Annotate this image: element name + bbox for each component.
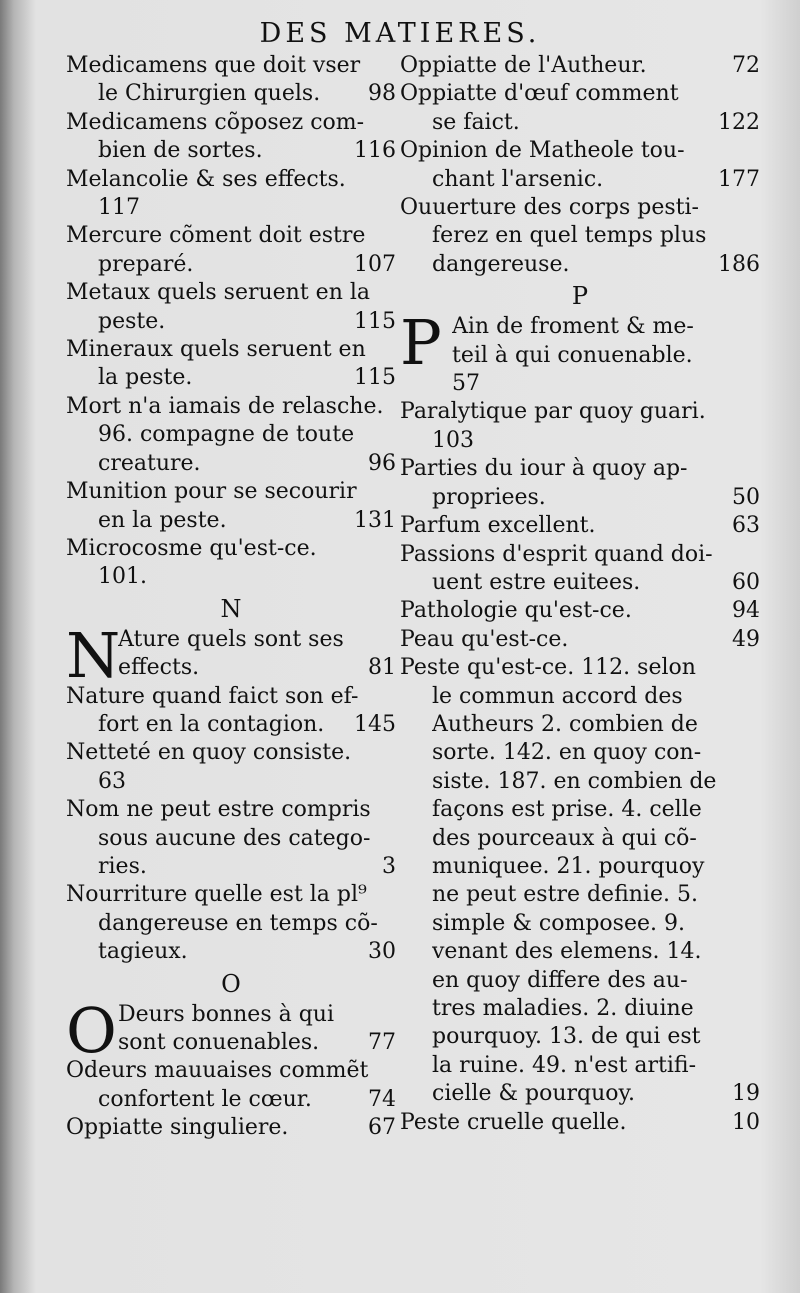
entry-text: Peste cruelle quelle.	[400, 1109, 627, 1135]
entry-text: en la peste.	[98, 507, 227, 533]
index-entry	[66, 52, 396, 109]
entry-text: Mineraux quels seruent en	[66, 337, 366, 363]
index-entry	[66, 166, 396, 223]
entry-text: Passions d'esprit quand doi-	[400, 541, 713, 567]
entry-text: Deurs bonnes à qui	[118, 1001, 334, 1027]
entry-text: ne peut estre definie. 5.	[432, 882, 698, 908]
entry-text: Odeurs mauuaises commẽt	[66, 1058, 369, 1084]
entry-text: Oppiatte singuliere.	[66, 1115, 289, 1141]
entry-text: Parties du iour à quoy ap-	[400, 456, 688, 482]
index-entry	[400, 194, 760, 279]
entry-text: bien de sortes.	[98, 138, 263, 164]
page-reference: 19	[732, 1081, 760, 1107]
entry-text: Netteté en quoy consiste.	[66, 740, 352, 766]
page-reference: 63	[732, 513, 760, 539]
index-entry	[66, 336, 396, 393]
entry-text: sous aucune des catego-	[98, 825, 371, 851]
entry-text: Oppiatte d'œuf comment	[400, 81, 679, 107]
entry-text: Parfum excellent.	[400, 513, 596, 539]
entry-text: sont conuenables.	[118, 1030, 320, 1055]
page-reference: 107	[354, 251, 396, 277]
drop-cap-initial: N	[66, 618, 121, 692]
entry-text: preparé.	[98, 251, 194, 277]
entry-text: ries.	[98, 853, 147, 879]
index-entry	[400, 52, 760, 80]
index-entry	[66, 739, 396, 796]
page-reference: 50	[732, 484, 760, 510]
entry-text: confortent le cœur.	[98, 1086, 312, 1112]
entry-text: la peste.	[98, 365, 193, 391]
entry-text: Opinion de Matheole tou-	[400, 138, 685, 164]
index-entry	[400, 541, 760, 598]
entry-text: 103	[432, 427, 474, 453]
entry-text: la ruine. 49. n'est artifi-	[432, 1052, 696, 1078]
section-letter: O	[221, 969, 241, 998]
page-reference: 98	[368, 81, 396, 107]
entry-text: effects.	[118, 655, 200, 681]
entry-text: Melancolie & ses effects.	[66, 166, 346, 192]
page-reference: 10	[732, 1109, 760, 1135]
entry-text: ferez en quel temps plus	[432, 223, 707, 249]
page-reference: 3	[382, 853, 396, 879]
page-reference: 30	[368, 939, 396, 965]
entry-text: Nom ne peut estre compris	[66, 797, 371, 823]
entry-text: tagieux.	[98, 939, 188, 965]
entry-text: tres maladies. 2. diuine	[432, 996, 694, 1021]
page-reference: 96	[368, 450, 396, 476]
entry-text: Paralytique par quoy guari.	[400, 399, 706, 425]
entry-text: le commun accord des	[432, 683, 683, 709]
entry-text: propriees.	[432, 484, 546, 510]
index-entry	[66, 1114, 396, 1142]
index-entry	[66, 279, 396, 336]
page-reference: 115	[354, 308, 396, 334]
entry-text: Ain de froment & me-	[452, 314, 694, 340]
index-entry	[66, 618, 396, 692]
page-reference: 131	[354, 507, 396, 533]
entry-text: Metaux quels seruent en la	[66, 280, 371, 306]
page-reference: 115	[354, 365, 396, 391]
section-letter: P	[571, 282, 589, 311]
entry-text: Microcosme qu'est-ce.	[66, 535, 317, 561]
entry-text: Munition pour se secourir	[66, 479, 357, 505]
index-entry	[66, 796, 396, 881]
page-reference: 122	[718, 109, 760, 135]
entry-text: Ouuerture des corps pesti-	[400, 195, 699, 221]
page-reference: 177	[718, 166, 760, 192]
entry-text: Medicamens cõposez com-	[66, 109, 365, 135]
entry-text: sorte. 142. en quoy con-	[432, 740, 702, 766]
index-entry	[66, 222, 396, 279]
entry-text: façons est prise. 4. celle	[432, 797, 702, 823]
entry-text: chant l'arsenic.	[432, 166, 604, 192]
entry-text: en quoy differe des au-	[432, 967, 688, 993]
entry-text: Ature quels sont ses	[118, 626, 344, 652]
page-reference: 116	[354, 138, 396, 164]
index-entry	[400, 626, 760, 654]
entry-text: peste.	[98, 308, 166, 334]
page-reference: 60	[732, 569, 760, 595]
entry-text: dangereuse en temps cõ-	[98, 910, 378, 936]
page-reference: 74	[368, 1086, 396, 1112]
entry-text: cielle & pourquoy.	[432, 1081, 636, 1107]
page-reference: 145	[354, 711, 396, 737]
right-column	[400, 52, 760, 1137]
entry-text: 96. compagne de toute	[98, 422, 355, 448]
index-entry	[66, 393, 396, 478]
entry-text: Autheurs 2. combien de	[432, 711, 698, 737]
entry-text: 63	[98, 768, 126, 794]
page-reference: 81	[368, 655, 396, 681]
drop-cap-initial: O	[66, 993, 117, 1067]
drop-cap-initial: P	[400, 306, 442, 380]
entry-text: Medicamens que doit vser	[66, 53, 361, 78]
index-entry	[66, 993, 396, 1067]
entry-text: Mercure cõment doit estre	[66, 223, 366, 249]
index-entry	[400, 398, 760, 455]
entry-text: pourquoy. 13. de qui est	[432, 1024, 701, 1050]
entry-text: dangereuse.	[432, 251, 570, 277]
index-entry	[400, 512, 760, 540]
index-entry	[400, 80, 760, 137]
index-entry	[400, 1109, 760, 1137]
entry-text: fort en la contagion.	[98, 711, 325, 737]
index-entry	[66, 881, 396, 966]
index-entry	[400, 137, 760, 194]
page-reference: 67	[368, 1115, 396, 1141]
entry-text: Pathologie qu'est-ce.	[400, 598, 632, 624]
index-entry	[66, 478, 396, 535]
left-column	[66, 52, 396, 1143]
entry-text: Mort n'a iamais de relasche.	[66, 393, 384, 419]
entry-text: creature.	[98, 450, 201, 476]
entry-text: uent estre euitees.	[432, 569, 641, 595]
index-entry	[400, 306, 760, 398]
entry-text: se faict.	[432, 109, 520, 135]
index-entry	[66, 535, 396, 592]
section-letter: N	[220, 594, 242, 623]
entry-text: Nature quand faict son ef-	[66, 683, 359, 709]
page-header: DES MATIERES.	[259, 18, 541, 49]
entry-text: teil à qui conuenable.	[452, 342, 693, 368]
entry-text: 57	[452, 371, 480, 397]
index-entry	[66, 109, 396, 166]
index-entry	[400, 597, 760, 625]
index-entry	[400, 455, 760, 512]
entry-text: simple & composee. 9.	[432, 910, 685, 936]
page-reference: 94	[732, 598, 760, 624]
entry-text: le Chirurgien quels.	[98, 81, 321, 107]
entry-text: 101.	[98, 564, 147, 590]
page-reference: 49	[732, 626, 760, 652]
page-reference: 77	[368, 1030, 396, 1055]
entry-text: 117	[98, 195, 140, 221]
entry-text: muniquee. 21. pourquoy	[432, 853, 705, 879]
page-reference: 72	[732, 53, 760, 78]
page-reference: 186	[718, 251, 760, 277]
entry-text: des pourceaux à qui cõ-	[432, 825, 697, 851]
entry-text: Nourriture quelle est la pl⁹	[66, 882, 367, 908]
entry-text: Peau qu'est-ce.	[400, 626, 569, 652]
entry-text: Oppiatte de l'Autheur.	[400, 53, 647, 78]
entry-text: venant des elemens. 14.	[432, 939, 702, 965]
index-entry	[400, 654, 760, 1109]
entry-text: siste. 187. en combien de	[432, 768, 717, 794]
entry-text: Peste qu'est-ce. 112. selon	[400, 655, 696, 681]
